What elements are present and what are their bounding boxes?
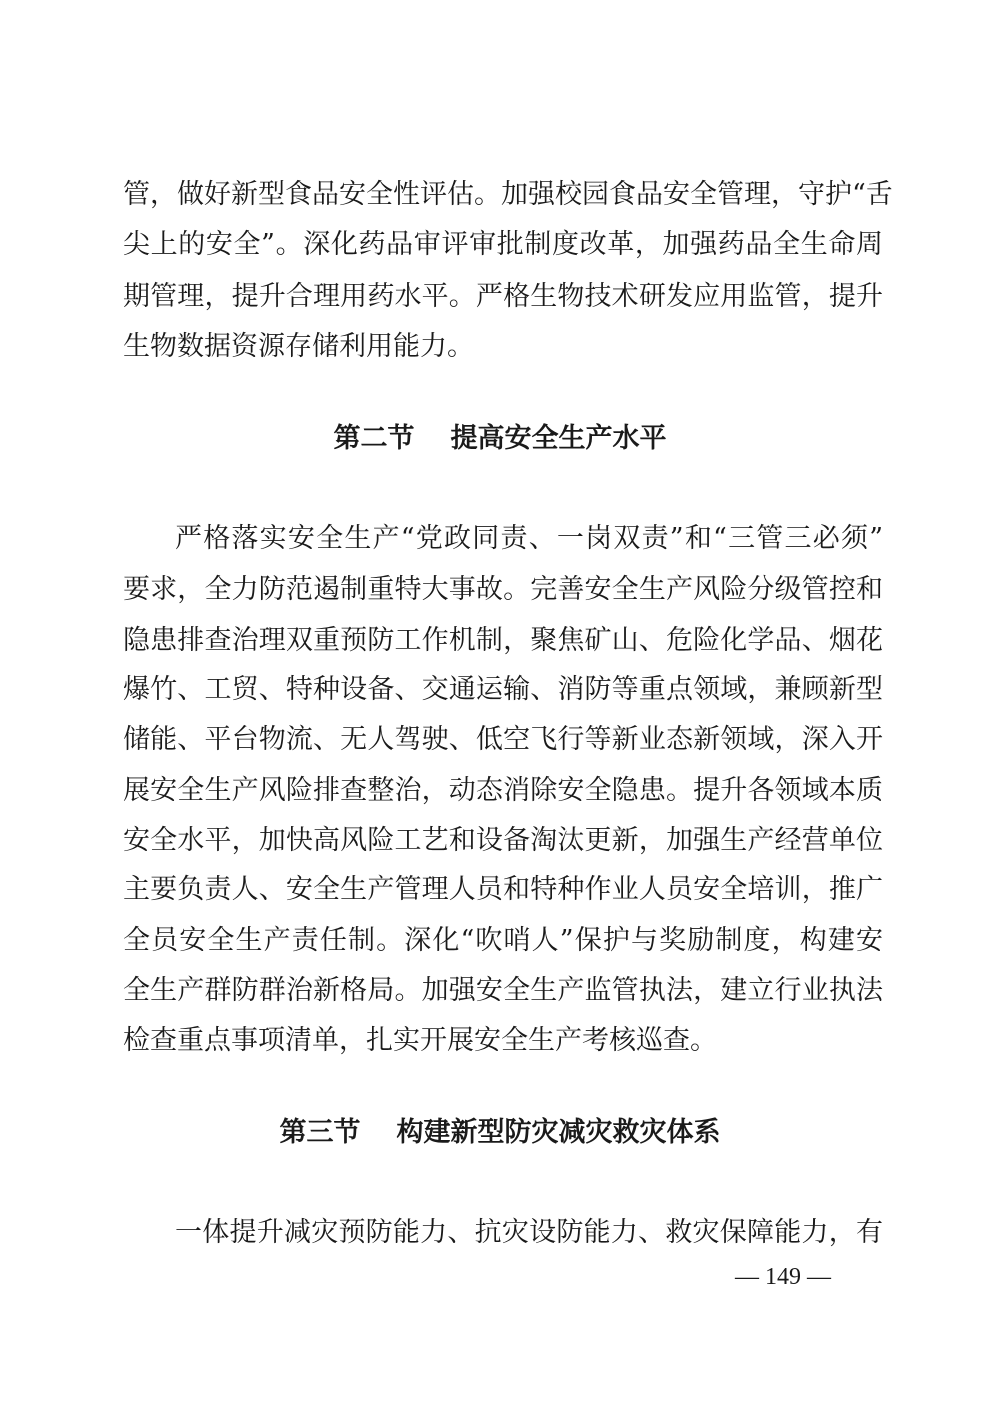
text-line: 检查重点事项清单，扎实开展安全生产考核巡查。 xyxy=(123,1025,717,1056)
text-line: 管，做好新型食品安全性评估。加强校园食品安全管理，守护“舌 xyxy=(123,179,893,210)
section-title: 构建新型防灾减灾救灾体系 xyxy=(396,1117,721,1148)
section-heading xyxy=(0,1116,1000,1150)
section-title: 提高安全生产水平 xyxy=(450,423,667,454)
text-line: 展安全生产风险排查整治，动态消除安全隐患。提升各领域本质 xyxy=(123,775,883,806)
text-line: 要求，全力防范遏制重特大事故。完善安全生产风险分级管控和 xyxy=(123,574,883,605)
text-line: 一体提升减灾预防能力、抗灾设防能力、救灾保障能力，有 xyxy=(175,1217,883,1248)
section-number: 第三节 xyxy=(279,1117,361,1148)
text-line: 爆竹、工贸、特种设备、交通运输、消防等重点领域，兼顾新型 xyxy=(123,674,883,705)
text-line: 生物数据资源存储利用能力。 xyxy=(123,331,474,362)
text-line: 安全水平，加快高风险工艺和设备淘汰更新，加强生产经营单位 xyxy=(123,825,883,856)
text-line: 储能、平台物流、无人驾驶、低空飞行等新业态新领域，深入开 xyxy=(123,724,883,755)
text-line: 尖上的安全”。深化药品审评审批制度改革，加强药品全生命周 xyxy=(123,229,883,260)
section-heading xyxy=(0,422,1000,456)
text-line: 全生产群防群治新格局。加强安全生产监管执法，建立行业执法 xyxy=(123,975,883,1006)
text-line: 隐患排查治理双重预防工作机制，聚焦矿山、危险化学品、烟花 xyxy=(123,625,883,656)
text-line: 期管理，提升合理用药水平。严格生物技术研发应用监管，提升 xyxy=(123,281,883,312)
section-number: 第二节 xyxy=(333,423,415,454)
text-line: 全员安全生产责任制。深化“吹哨人”保护与奖励制度，构建安 xyxy=(123,925,883,956)
text-line: 严格落实安全生产“党政同责、一岗双责”和“三管三必须” xyxy=(175,523,883,554)
text-line: 主要负责人、安全生产管理人员和特种作业人员安全培训，推广 xyxy=(123,874,883,905)
page-number: — 149 — xyxy=(735,1264,831,1290)
